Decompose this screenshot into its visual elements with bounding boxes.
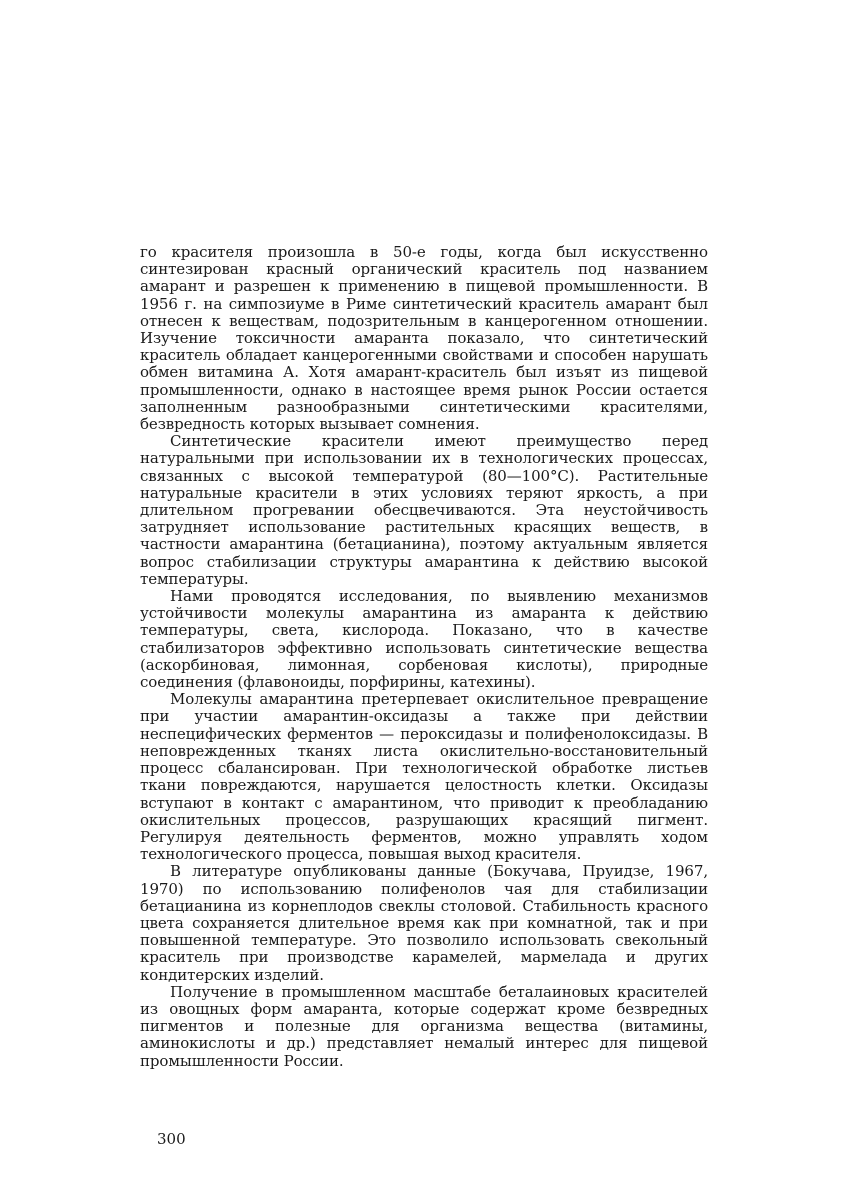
paragraph-2: Синтетические красители имеют преимущество перед натуральными при использовании их в технологических процессах, связанных с высокой температурой (80—100°С). Растительные натуральные красители в этих условиях теряют яркость, а при длительном прогревании обесцвечиваются. Эта неустойчивость затрудняет использование растительных красящих веществ, в частности амарантина (бетацианина), поэтому актуальным является вопрос стабилизации структуры амарантина к действию высокой температуры. (140, 432, 708, 588)
paragraph-3: Нами проводятся исследования, по выявлению механизмов устойчивости молекулы амарантина из амаранта к действию температуры, света, кислорода. Показано, что в качестве стабилизаторов эффективно использовать синтетические вещества (аскорбиновая, лимонная, сорбеновая кислоты), природные соединения (флавоноиды, порфирины, катехины). (140, 587, 708, 692)
paragraph-6: Получение в промышленном масштабе беталаиновых красителей из овощных форм амаранта, которые содержат кроме безвредных пигментов и полезные для организма вещества (витамины, аминокислоты и др.) представляет немалый интерес для пищевой промышленности России. (140, 982, 708, 1070)
page-number: 300 (157, 1130, 186, 1148)
body-text (140, 244, 708, 1070)
paragraph-4: Молекулы амарантина претерпевает окислительное превращение при участии амарантин-оксидазы а также при действии неспецифических ферментов — пероксидазы и полифенолоксидазы. В неповрежденных тканях листа окислительно-восстановительный процесс сбалансирован. При технологической обработке листьев ткани повреждаются, нарушается целостность клетки. Оксидазы вступают в контакт с амарантином, что приводит к преобладанию окислительных процессов, разрушающих красящий пигмент. Регулируя деятельность ферментов, можно управлять ходом технологического процесса, повышая выход красителя. (140, 690, 708, 864)
paragraph-5: В литературе опубликованы данные (Бокучава, Пруидзе, 1967, 1970) по использованию полифенолов чая для стабилизации бетацианина из корнеплодов свеклы столовой. Стабильность красного цвета сохраняется длительное время как при комнатной, так и при повышенной температуре. Это позволило использовать свекольный краситель при производстве карамелей, мармелада и других кондитерских изделий. (140, 862, 708, 984)
paragraph-1: го красителя произошла в 50-е годы, когда был искусственно синтезирован красный органический краситель под названием амарант и разрешен к применению в пищевой промышленности. В 1956 г. на симпозиуме в Риме синтетический краситель амарант был отнесен к веществам, подозрительным в канцерогенном отношении. Изучение токсичности амаранта показало, что синтетический краситель обладает канцерогенными свойствами и способен нарушать обмен витамина А. Хотя амарант-краситель был изъят из пищевой промышленности, однако в настоящее время рынок России остается заполненным разнообразными синтетическими красителями, безвредность которых вызывает сомнения. (140, 243, 708, 434)
